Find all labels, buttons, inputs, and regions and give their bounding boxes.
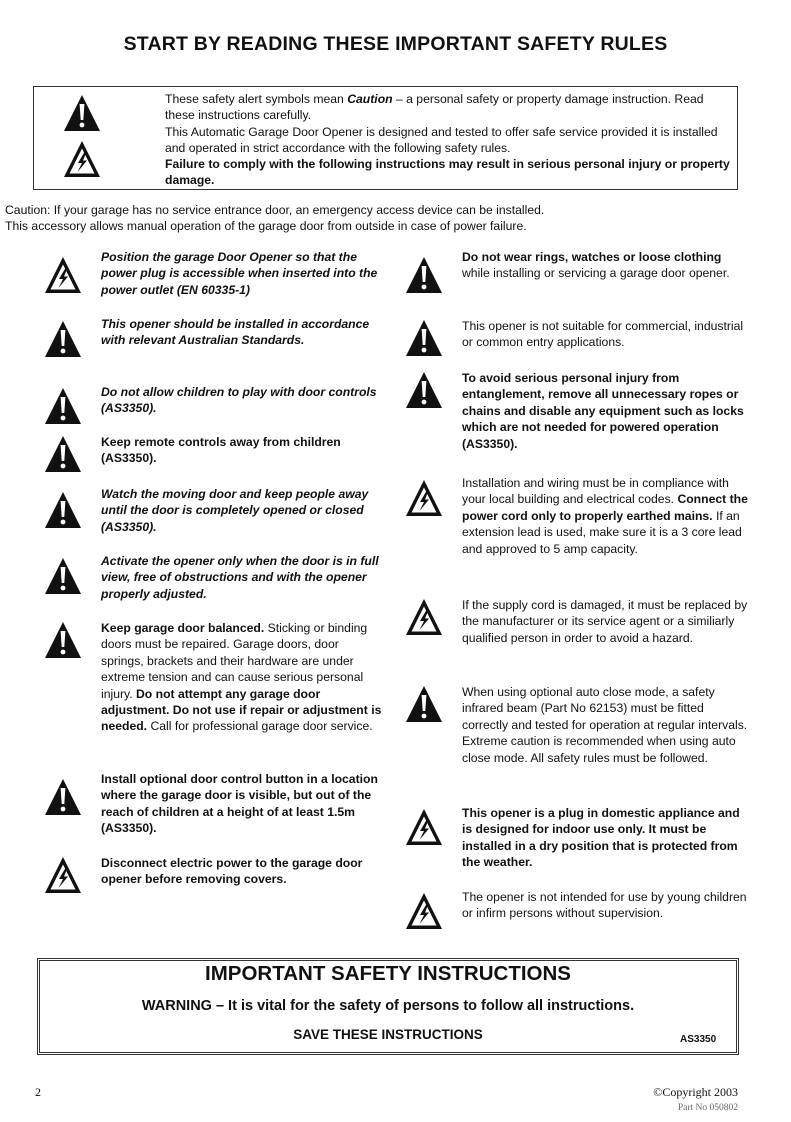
instructions-warning: WARNING – It is vital for the safety of persons to follow all instructions. — [141, 998, 635, 1014]
warning-icon — [43, 486, 83, 530]
warning-icon — [43, 316, 83, 359]
warning-icon — [62, 93, 102, 133]
warning-icon — [404, 249, 444, 295]
warning-icon — [404, 318, 444, 358]
electric-hazard-icon — [404, 475, 444, 518]
save-instructions-label: SAVE THESE INSTRUCTIONS — [293, 1027, 483, 1042]
electric-hazard-icon — [404, 597, 444, 637]
important-instructions-title: IMPORTANT SAFETY INSTRUCTIONS — [205, 962, 571, 985]
electric-hazard-icon — [43, 855, 83, 895]
safety-alert-box — [33, 86, 738, 190]
warning-icon — [404, 370, 444, 410]
page-title: START BY READING THESE IMPORTANT SAFETY RULES — [123, 33, 668, 55]
warning-icon — [43, 384, 83, 426]
electric-hazard-icon — [43, 249, 83, 295]
page-number: 2 — [35, 1085, 41, 1099]
safety-alert-text: These safety alert symbols mean Caution – a personal safety or property damage instruction. Read these instructions carefully. This Automatic Garage Door Opener is designed and tested to offer safe service provided it is installed and operated in strict accordance with the following safety rules. Failure to comply with the following instructions may result in serious personal injury or property damage. — [165, 92, 730, 188]
copyright-notice: ©Copyright 2003 — [653, 1085, 738, 1099]
electric-hazard-icon — [62, 139, 102, 179]
warning-icon — [43, 553, 83, 596]
warning-icon — [43, 771, 83, 817]
warning-icon — [404, 684, 444, 724]
electric-hazard-icon — [404, 805, 444, 847]
standard-code: AS3350 — [680, 1034, 717, 1045]
electric-hazard-icon — [404, 889, 444, 931]
part-number: Part No 050802 — [677, 1103, 738, 1111]
warning-icon — [43, 620, 83, 660]
caution-note: Caution: If your garage has no service entrance door, an emergency access device can be installed. This accessory allows manual operation of the garage door from outside in case of power failure. — [5, 203, 545, 233]
warning-icon — [43, 434, 83, 474]
